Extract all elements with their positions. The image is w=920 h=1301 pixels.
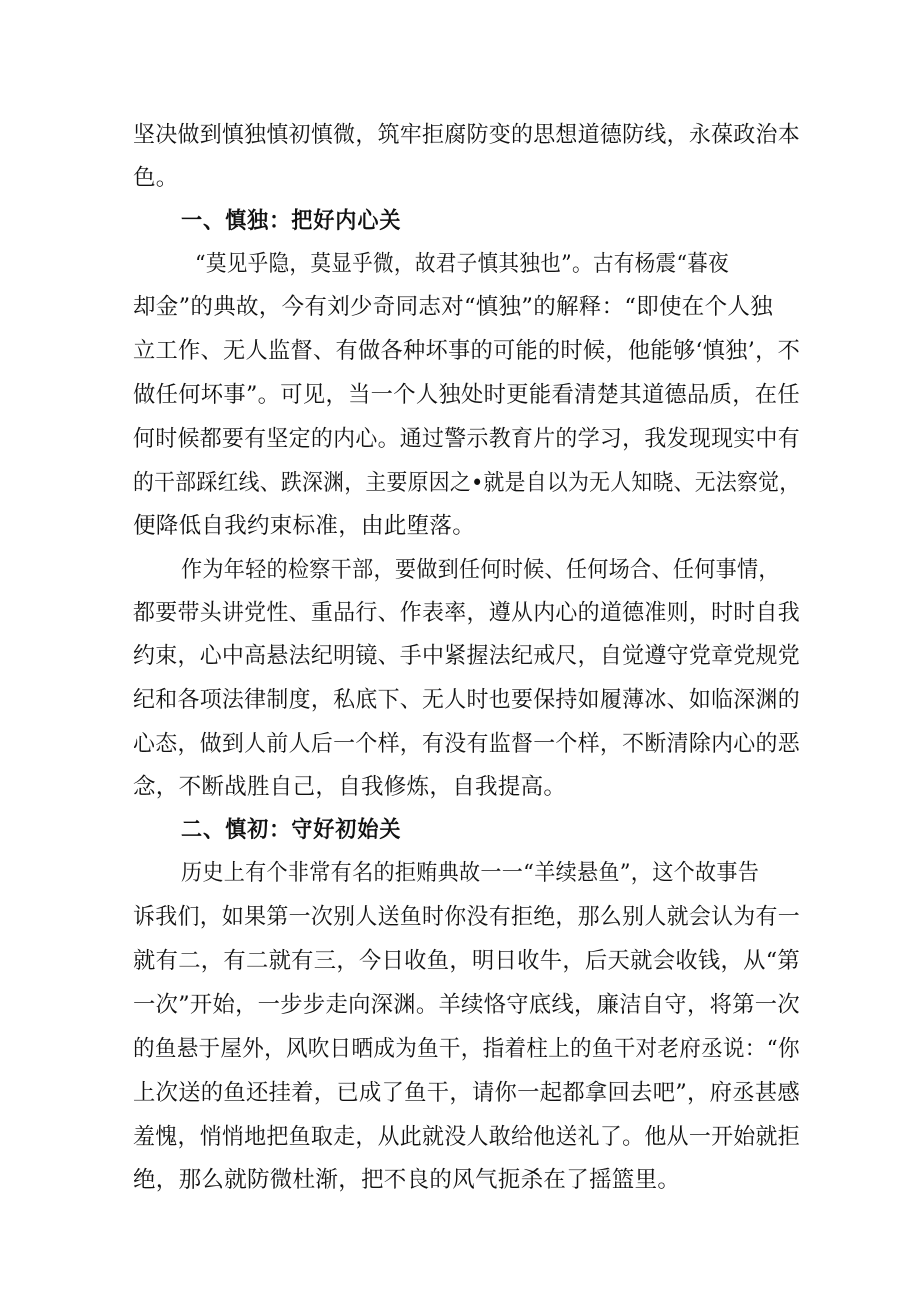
paragraph-line: 约束，心中高悬法纪明镜、手中紧握法纪戒尺，自觉遵守党章党规党 [133,643,801,669]
paragraph-line: 一次”开始，一步步走向深渊。羊续恪守底线，廉洁自守，将第一次 [133,992,801,1018]
section-heading-1: 一、慎独：把好内心关 [181,208,402,234]
paragraph-line: 做任何坏事”。可见，当一个人独处时更能看清楚其道德品质，在任 [133,382,801,408]
paragraph-line: 何时候都要有坚定的内心。通过警示教育片的学习，我发现现实中有 [133,426,801,452]
paragraph-line: 的干部踩红线、跌深渊，主要原因之•就是自以为无人知晓、无法察觉， [133,470,801,496]
paragraph-line: 的鱼悬于屋外，风吹日晒成为鱼干，指着柱上的鱼干对老府丞说：“你 [133,1036,800,1062]
paragraph-line: 念，不断战胜自己，自我修炼，自我提高。 [133,774,567,800]
paragraph-line: 心态，做到人前人后一个样，有没有监督一个样，不断清除内心的恶 [133,731,801,757]
paragraph-line: 纪和各项法律制度，私底下、无人时也要保持如履薄冰、如临深渊的 [133,687,801,713]
paragraph-line: 上次送的鱼还挂着，已成了鱼干，请你一起都拿回去吧”，府丞甚感 [133,1080,801,1106]
paragraph-line: “莫见乎隐，莫显乎微，故君子慎其独也”。古有杨震“暮夜 [195,251,730,277]
paragraph-line: 却金”的典故，今有刘少奇同志对“慎独”的解释：“即使在个人独 [133,294,774,320]
paragraph-line: 就有二，有二就有三，今日收鱼，明日收牛，后天就会收钱，从“第 [133,948,801,974]
paragraph-line: 坚决做到慎独慎初慎微，筑牢拒腐防变的思想道德防线，永葆政治本 [133,122,801,148]
paragraph-line: 诉我们，如果第一次别人送鱼时你没有拒绝，那么别人就会认为有一 [133,904,801,930]
paragraph-line: 色。 [133,165,179,191]
paragraph-line: 作为年轻的检察干部，要做到任何时候、任何场合、任何事情， [181,557,780,583]
paragraph-line: 立工作、无人监督、有做各种坏事的可能的时候，他能够‘慎独’，不 [133,338,801,364]
paragraph-line: 便降低自我约束标准，由此堕落。 [133,513,476,539]
paragraph-line: 绝，那么就防微杜渐，把不良的风气扼杀在了摇篮里。 [133,1167,681,1193]
paragraph-line: 羞愧，悄悄地把鱼取走，从此就没人敢给他送礼了。他从一开始就拒 [133,1124,801,1150]
section-heading-2: 二、慎初：守好初始关 [181,817,402,843]
paragraph-line: 都要带头讲党性、重品行、作表率，遵从内心的道德准则，时时自我 [133,600,801,626]
paragraph-line: 历史上有个非常有名的拒贿典故一一“羊续悬鱼”，这个故事告 [181,860,760,886]
